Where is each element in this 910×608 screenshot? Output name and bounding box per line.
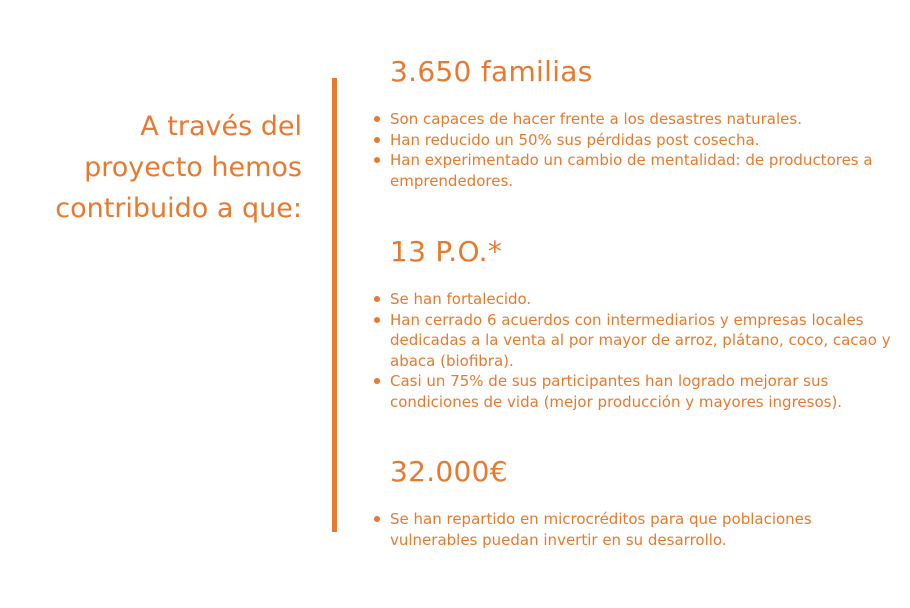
list-item: Se han fortalecido. xyxy=(372,289,892,310)
bullet-list xyxy=(372,109,892,191)
section-microcreditos xyxy=(372,455,892,550)
list-item: Casi un 75% de sus participantes han logrado mejorar sus condiciones de vida (mejor producción y mayores ingresos). xyxy=(372,371,892,412)
section-heading: 3.650 familias xyxy=(390,55,593,88)
list-item: Han reducido un 50% sus pérdidas post cosecha. xyxy=(372,130,892,151)
section-familias xyxy=(372,55,892,191)
bullet-list xyxy=(372,289,892,412)
bullet-list xyxy=(372,509,892,550)
section-heading: 32.000€ xyxy=(390,455,508,488)
list-item: Son capaces de hacer frente a los desastres naturales. xyxy=(372,109,892,130)
intro-line: contribuido a que: xyxy=(55,193,302,224)
list-item: Se han repartido en microcréditos para que poblaciones vulnerables puedan invertir en su desarrollo. xyxy=(372,509,892,550)
intro-heading xyxy=(22,106,302,229)
intro-line: proyecto hemos xyxy=(84,152,302,183)
vertical-divider xyxy=(332,78,337,532)
section-po xyxy=(372,235,892,412)
section-heading: 13 P.O.* xyxy=(390,235,503,268)
intro-line: A través del xyxy=(140,111,302,142)
list-item: Han experimentado un cambio de mentalidad: de productores a emprendedores. xyxy=(372,150,892,191)
list-item: Han cerrado 6 acuerdos con intermediarios y empresas locales dedicadas a la venta al por mayor de arroz, plátano, coco, cacao y abaca (biofibra). xyxy=(372,310,892,372)
